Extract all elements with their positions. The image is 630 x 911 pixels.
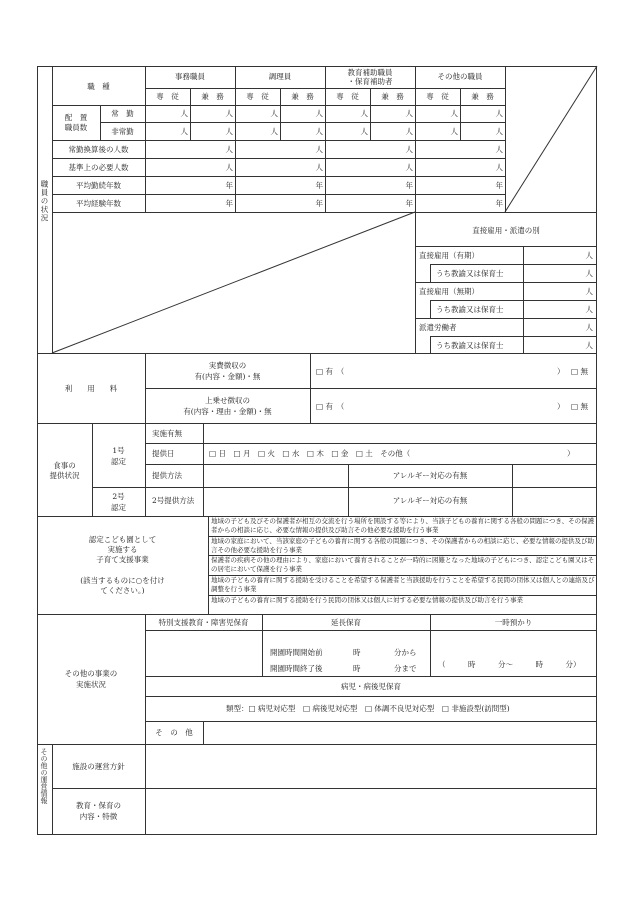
unit-year: 年	[315, 199, 323, 208]
column-assistant-a: 教育補助職員	[347, 68, 393, 77]
support-item-5[interactable]: 地域の子どもの養育に関する援助を行う民間の団体又は個人に対する必要な情報の提供及び助言を行う事業	[211, 596, 523, 604]
assigned-label-a: 配 置	[64, 113, 88, 122]
meals-label-b: 提供状況	[49, 471, 80, 480]
support-label-a: 認定こども園として	[88, 535, 157, 544]
unit-person: 人	[360, 109, 368, 118]
implemented-label: 実施有無	[152, 429, 182, 438]
support-note-a: (該当するものに○を付け	[80, 576, 165, 585]
actual-fee-yes[interactable]: □ 有 （	[316, 367, 345, 376]
unit-person: 人	[315, 127, 323, 136]
unit-year: 年	[495, 199, 503, 208]
method-label: 提供方法	[152, 471, 182, 480]
content-label-a: 教育・保育の	[76, 801, 121, 810]
unit-person: 人	[495, 127, 503, 136]
unit-person: 人	[495, 145, 503, 154]
extra-fee-b: 有(内容・理由・金額)・無	[183, 407, 272, 416]
unit-person: 人	[405, 145, 413, 154]
sub-teacher-label: うち教諭又は保育士	[436, 341, 504, 350]
blank-area-diagonal	[52, 212, 415, 353]
unit-person: 人	[225, 109, 233, 118]
unit-year: 年	[225, 199, 233, 208]
unit-year: 年	[225, 181, 233, 190]
cert1-a: 1号	[112, 446, 125, 455]
unit-person: 人	[450, 109, 458, 118]
unit-person: 人	[405, 127, 413, 136]
minute-to: 分まで	[394, 664, 417, 673]
fulltime-header: 専 従	[246, 92, 269, 101]
meals-label-a: 食事の	[53, 461, 76, 470]
policy-label: 施設の運営方針	[72, 762, 125, 771]
extra-fee-no[interactable]: □ 無	[571, 402, 588, 411]
cert1-b: 認定	[111, 457, 126, 466]
column-clerical: 事務職員	[175, 72, 205, 81]
unit-year: 年	[315, 181, 323, 190]
fees-label: 利 用 料	[64, 384, 118, 393]
fulltime-header: 専 従	[426, 92, 449, 101]
unit-person: 人	[315, 163, 323, 172]
support-item-4[interactable]: 地域の子どもの養育に関する援助を受けることを希望する保護者と当該援助を行うことを希望する民間の団体又は個人との連絡及び調整を行う事業	[211, 576, 595, 593]
direct-open-label: 直接雇用（無期）	[419, 287, 479, 296]
actual-fee-a: 実費徴収の	[208, 361, 247, 370]
temporary-time-range: （ 時 分～ 時 分）	[438, 660, 581, 669]
unit-person: 人	[225, 163, 233, 172]
staff-section-label: 職員の状況	[40, 180, 49, 223]
ops-section-label: その他の運営情報	[40, 748, 48, 804]
regular-label: 常 勤	[111, 109, 134, 118]
unit-person: 人	[360, 127, 368, 136]
parttime-header: 兼 務	[291, 92, 314, 101]
required-label: 基準上の必要人数	[68, 163, 129, 172]
direct-fixed-label: 直接雇用（有期）	[419, 251, 479, 260]
unit-person: 人	[495, 163, 503, 172]
column-cook: 調理員	[268, 72, 292, 81]
content-label-b: 内容・特徴	[79, 812, 118, 821]
support-label-b: 実施する	[107, 545, 138, 554]
special-needs-label: 特別支援教育・障害児保育	[158, 618, 249, 627]
fulltime-header: 専 従	[156, 92, 179, 101]
allergy-label: アレルギー対応の有無	[392, 471, 468, 480]
unit-year: 年	[495, 181, 503, 190]
unit-person: 人	[450, 127, 458, 136]
unit-person: 人	[180, 127, 188, 136]
unit-person: 人	[585, 269, 593, 278]
sub-teacher-label: うち教諭又は保育士	[436, 269, 504, 278]
assigned-label-b: 職員数	[64, 123, 88, 132]
actual-fee-no[interactable]: □ 無	[571, 367, 588, 376]
method2-label: 2号提供方法	[152, 496, 195, 505]
unit-year: 年	[405, 199, 413, 208]
unit-person: 人	[225, 127, 233, 136]
parttime-header: 兼 務	[381, 92, 404, 101]
actual-fee-b: 有(内容・金額)・無	[194, 372, 261, 381]
column-other: その他の職員	[437, 72, 483, 81]
paren-close: ）	[557, 367, 565, 376]
extra-fee-yes[interactable]: □ 有 （	[316, 402, 345, 411]
job-type-label: 職 種	[87, 82, 110, 91]
temporary-care-label: 一時預かり	[494, 618, 533, 627]
unit-person: 人	[585, 341, 593, 350]
avg-experience-label: 平均経験年数	[76, 199, 121, 208]
sick-child-care-label: 病児・病後児保育	[341, 682, 401, 691]
avg-service-label: 平均勤続年数	[76, 181, 121, 190]
extended-care-label: 延長保育	[331, 618, 361, 627]
unit-person: 人	[225, 145, 233, 154]
dispatch-label: 派遣労働者	[419, 323, 457, 332]
allergy-label-2: アレルギー対応の有無	[392, 496, 468, 505]
unit-person: 人	[585, 287, 593, 296]
column-assistant-b: ・保育補助者	[347, 77, 393, 86]
cert2-a: 2号	[112, 492, 125, 501]
parttime-header: 兼 務	[471, 92, 494, 101]
parttime-header: 兼 務	[201, 92, 224, 101]
days-options[interactable]: □ 日 □ 月 □ 火 □ 水 □ 木 □ 金 □ 土 その他（	[209, 449, 411, 458]
hour-unit: 時	[353, 648, 361, 657]
other-label: そ の 他	[155, 728, 193, 737]
close-after-label: 開園時間終了後	[270, 664, 323, 673]
employment-title: 直接雇用・派遣の別	[472, 226, 540, 235]
support-note-b: てください。)	[100, 586, 145, 595]
unit-person: 人	[495, 109, 503, 118]
sick-care-types[interactable]: 類型：□ 病児対応型 □ 病後児対応型 □ 体調不良児対応型 □ 非施設型(訪問型)	[226, 704, 510, 713]
unit-person: 人	[585, 251, 593, 260]
extra-fee-a: 上乗せ徴収の	[205, 396, 250, 405]
support-label-c: 子育て支援事業	[96, 555, 149, 564]
support-item-1[interactable]: 地域の子ども及びその保護者が相互の交流を行う場所を開設する等により、当該子どもの養育に関する各般の問題につき、その保護者からの相談に応じ、必要な情報の提供及び助言その他必要な援助を行う事業	[211, 517, 595, 534]
fulltime-header: 専 従	[336, 92, 359, 101]
minute-from: 分から	[394, 648, 417, 657]
unit-person: 人	[405, 109, 413, 118]
paren-close: ）	[557, 402, 565, 411]
unit-person: 人	[585, 305, 593, 314]
blank-cell-diagonal	[505, 66, 597, 212]
cert2-b: 認定	[111, 503, 126, 512]
fte-label: 常勤換算後の人数	[68, 145, 129, 154]
sub-teacher-label: うち教諭又は保育士	[436, 305, 504, 314]
unit-person: 人	[315, 145, 323, 154]
other-services-label-a: その他の事業の	[64, 669, 118, 678]
unit-person: 人	[270, 127, 278, 136]
unit-person: 人	[585, 323, 593, 332]
unit-person: 人	[315, 109, 323, 118]
irregular-label: 非常勤	[111, 127, 134, 136]
unit-person: 人	[270, 109, 278, 118]
support-item-2[interactable]: 地域の家庭において、当該家庭の子どもの養育に関する各般の問題につき、その保護者からの相談に応じ、必要な情報の提供及び助言その他必要な援助を行う事業	[211, 537, 594, 554]
unit-person: 人	[405, 163, 413, 172]
days-label: 提供日	[152, 449, 175, 458]
open-before-label: 開園時間開始前	[270, 648, 323, 657]
other-services-label-b: 実施状況	[76, 680, 106, 689]
unit-year: 年	[405, 181, 413, 190]
hour-unit: 時	[353, 664, 361, 673]
support-item-3[interactable]: 保護者の疾病その他の理由により、家庭において養育されることが一時的に困難となった地域の子どもにつき、認定こども園又はその居宅において保護を行う事業	[211, 556, 595, 573]
paren-close: ）	[567, 449, 575, 458]
unit-person: 人	[180, 109, 188, 118]
